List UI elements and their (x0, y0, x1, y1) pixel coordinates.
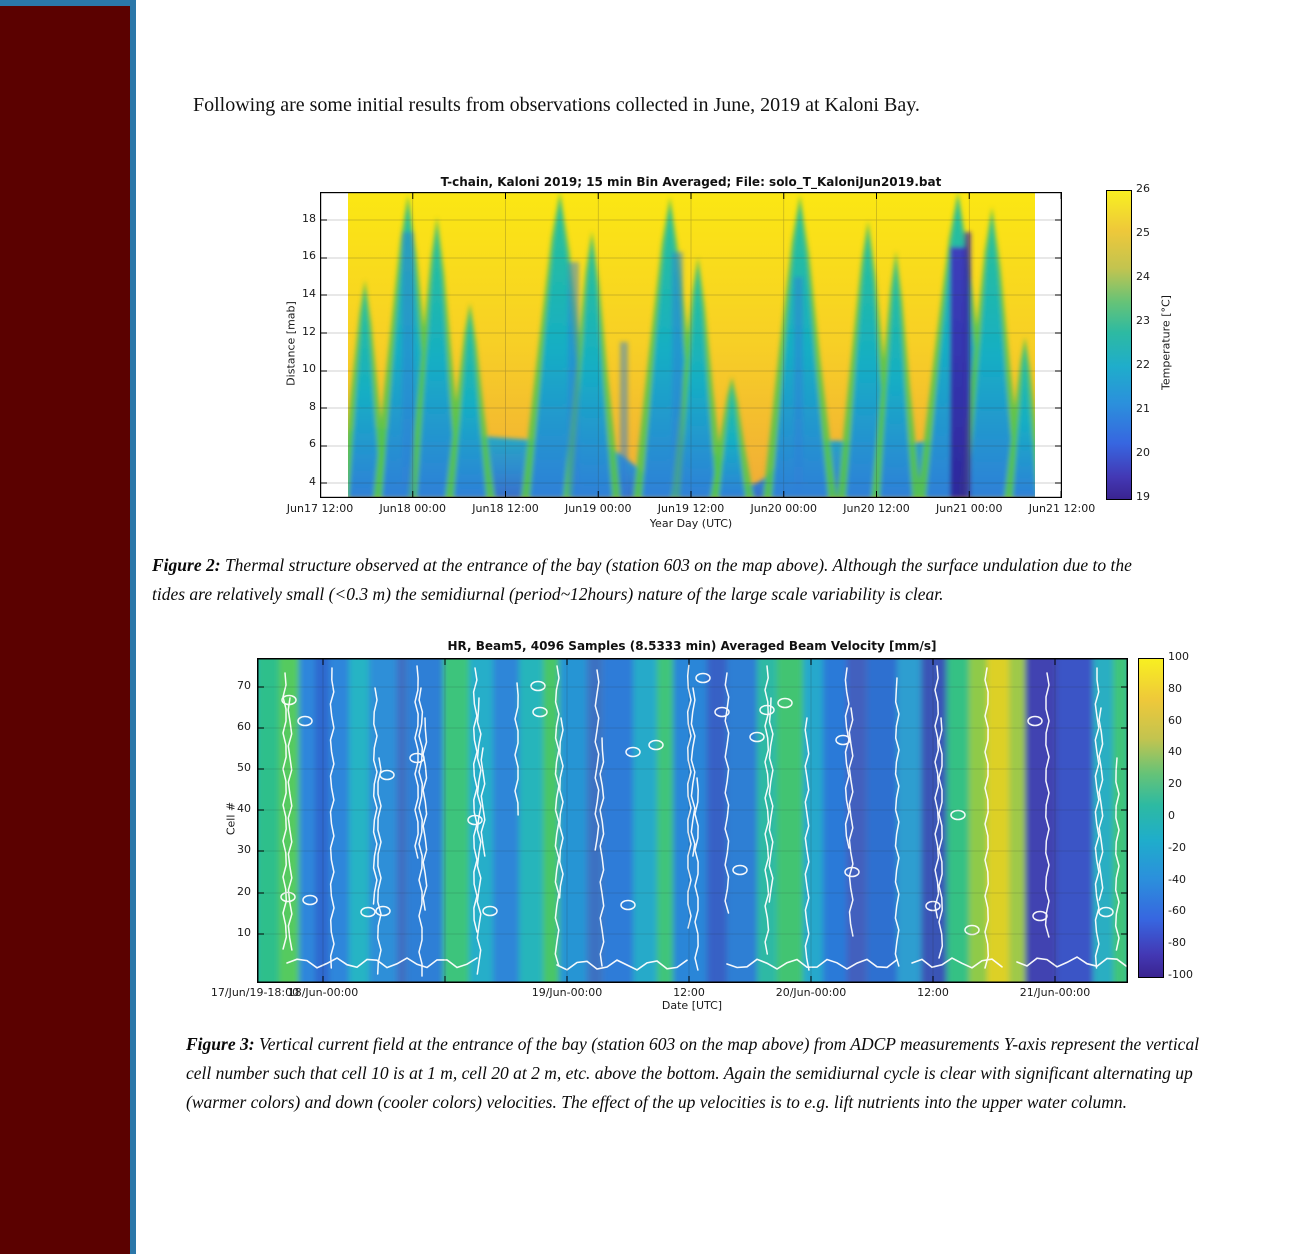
left-blue-divider (130, 0, 136, 1254)
figure3-x-tick-label: 12:00 (673, 986, 705, 999)
figure3-caption-label: Figure 3: (186, 1034, 255, 1054)
figure3-y-tick-label: 10 (237, 926, 251, 939)
figure2-y-tick-label: 18 (302, 212, 316, 225)
figure3-x-tick-label: 12:00 (917, 986, 949, 999)
figure3-colorbar-tick-label: -80 (1168, 936, 1186, 949)
figure2-y-tick-label: 4 (309, 475, 316, 488)
figure3-colorbar-tick-label: 20 (1168, 777, 1182, 790)
beam-velocity-heatmap (257, 658, 1128, 983)
figure2-x-tick-label: Jun19 00:00 (565, 502, 632, 515)
figure3-colorbar-tick-label: -40 (1168, 873, 1186, 886)
figure2-colorbar-tick-label: 26 (1136, 182, 1150, 195)
figure3-colorbar-tick-label: 40 (1168, 745, 1182, 758)
figure2-colorbar-tick-label: 24 (1136, 270, 1150, 283)
top-blue-strip (0, 0, 136, 6)
figure2-colorbar-tick-label: 25 (1136, 226, 1150, 239)
figure3-y-tick-label: 60 (237, 720, 251, 733)
figure2-y-tick-label: 14 (302, 287, 316, 300)
figure2-x-tick-label: Jun19 12:00 (657, 502, 725, 515)
figure2-x-tick-label: Jun21 00:00 (936, 502, 1003, 515)
figure2-caption (152, 551, 1164, 609)
figure3-x-tick-label: 19/Jun-00:00 (531, 986, 603, 999)
figure3-caption (186, 1030, 1202, 1117)
figure3-y-tick-label: 70 (237, 679, 251, 692)
figure3-colorbar-tick-label: -60 (1168, 904, 1186, 917)
figure3-colorbar (1138, 658, 1164, 978)
figure3-y-tick-label: 50 (237, 761, 251, 774)
figure2-y-tick-label: 10 (302, 362, 316, 375)
figure2-chart-title: T-chain, Kaloni 2019; 15 min Bin Averaged; File: solo_T_KaloniJun2019.bat (440, 175, 942, 189)
figure3-colorbar-tick-label: -100 (1168, 968, 1193, 981)
figure2-x-tick-label: Jun21 12:00 (1028, 502, 1096, 515)
intro-paragraph: Following are some initial results from observations collected in June, 2019 at Kaloni Bay. (193, 94, 920, 116)
figure2-caption-text: Thermal structure observed at the entrance of the bay (station 603 on the map above). Although the surface undulation due to the tides are relatively small (<0.3 m) the semidiurnal (period~12hours) nature of the large scale variability is clear. (152, 555, 1132, 604)
figure3-x-tick-label: 21/Jun-00:00 (1019, 986, 1091, 999)
figure2-x-tick-label: Jun20 00:00 (750, 502, 817, 515)
figure3-colorbar-tick-label: 80 (1168, 682, 1182, 695)
figure3-caption-text: Vertical current field at the entrance of the bay (station 603 on the map above) from ADCP measurements Y-axis represent the vertical cell number such that cell 10 is at 1 m, cell 20 at 2 m, etc. above the bottom. Again the semidiurnal cycle is clear with significant alternating up (warmer colors) and down (cooler colors) velocities. The effect of the up velocities is to e.g. lift nutrients into the upper water column. (186, 1034, 1200, 1112)
figure2-colorbar-tick-label: 22 (1136, 358, 1150, 371)
figure3-x-tick-label: 18/Jun-00:00 (287, 986, 359, 999)
figure3-colorbar-tick-label: 100 (1168, 650, 1189, 663)
figure2-colorbar (1106, 190, 1132, 500)
figure2-x-tick-label: Jun18 00:00 (379, 502, 446, 515)
figure3-colorbar-tick-label: 0 (1168, 809, 1175, 822)
figure3-xlabel: Date [UTC] (661, 999, 723, 1012)
figure2-colorbar-tick-label: 19 (1136, 490, 1150, 503)
figure3-y-tick-label: 30 (237, 843, 251, 856)
figure2-x-tick-label: Jun17 12:00 (286, 502, 354, 515)
figure2-xlabel: Year Day (UTC) (649, 517, 733, 530)
figure2-ylabel: Distance [mab] (284, 301, 298, 386)
figure3-colorbar-tick-label: -20 (1168, 841, 1186, 854)
figure2-colorbar-label: Temperature [°C] (1159, 295, 1173, 390)
figure2-x-tick-label: Jun18 12:00 (472, 502, 539, 515)
figure3-colorbar-tick-label: 60 (1168, 714, 1182, 727)
figure2-colorbar-tick-label: 21 (1136, 402, 1150, 415)
left-maroon-band (0, 0, 130, 1254)
figure3-chart-title: HR, Beam5, 4096 Samples (8.5333 min) Averaged Beam Velocity [mm/s] (447, 639, 937, 653)
tchain-temperature-heatmap (320, 192, 1062, 498)
figure3-y-tick-label: 20 (237, 885, 251, 898)
figure3-x-tick-label: 20/Jun-00:00 (775, 986, 847, 999)
figure2-colorbar-tick-label: 20 (1136, 446, 1150, 459)
figure3-ylabel: Cell # (224, 801, 238, 836)
figure2-y-tick-label: 6 (309, 437, 316, 450)
figure2-x-tick-label: Jun20 12:00 (843, 502, 910, 515)
figure2-y-tick-label: 12 (302, 325, 316, 338)
figure2-colorbar-tick-label: 23 (1136, 314, 1150, 327)
figure3-x-tick-label: 17/Jun/19-18:00 (210, 986, 300, 999)
figure2-y-tick-label: 16 (302, 249, 316, 262)
figure3-y-tick-label: 40 (237, 802, 251, 815)
figure2-caption-label: Figure 2: (152, 555, 221, 575)
figure2-y-tick-label: 8 (309, 400, 316, 413)
